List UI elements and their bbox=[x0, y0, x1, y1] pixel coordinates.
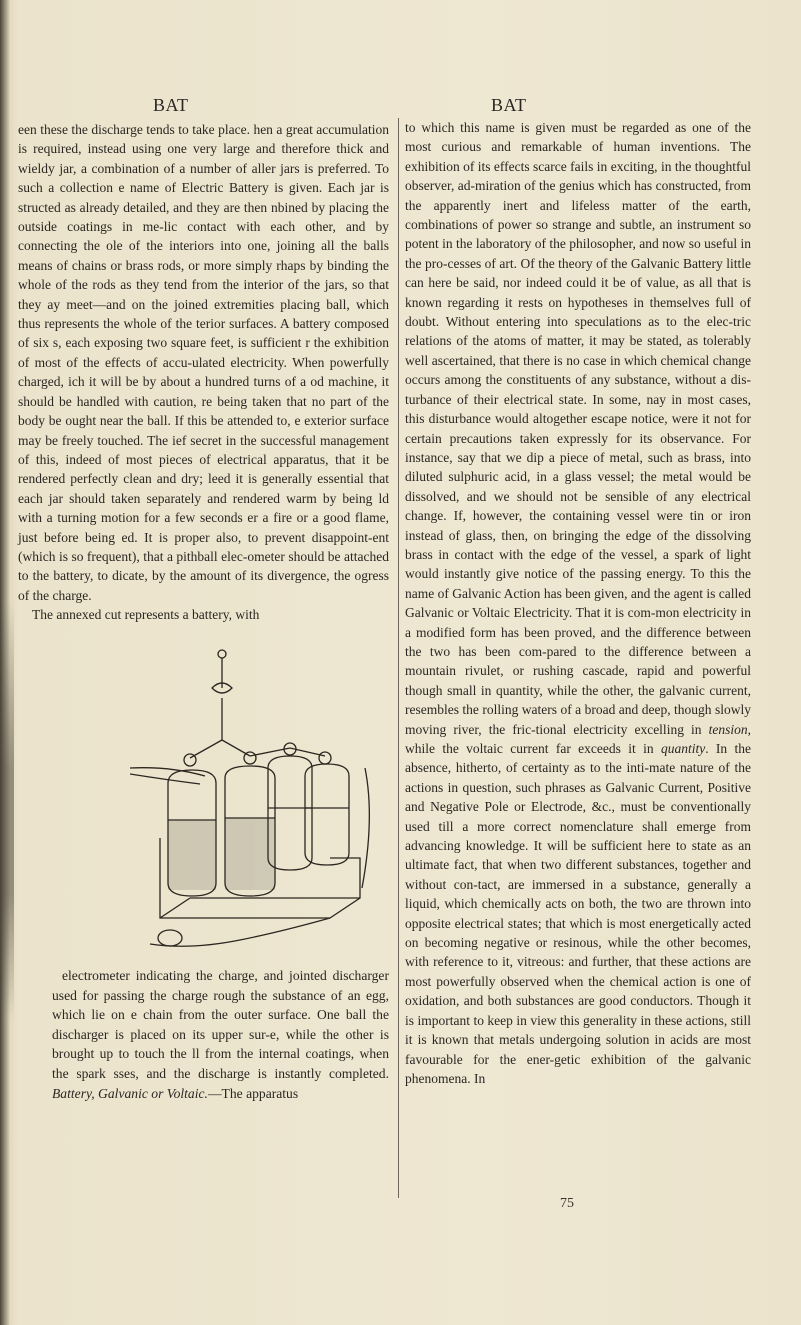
right-text-part-2: , while the voltaic current far exceeds it in bbox=[405, 721, 751, 756]
right-text-part-1: to which this name is given must be regarded as one of the most curious and remarkable of human inventions. The exhibition of its effects scarce fails in exciting, in the thoughtful observer, ad-miration of the genius which has constructed, from the apparently inert and lifeless matter of the earth, combinations of power so strange and subtle, an instrument so potent in the laboratory of the philosopher, and now so useful in the pro-cesses of art. Of the theory of the Galvanic Battery little can here be said, nor indeed could it be of value, as all that is known regarding it rests on hypotheses in themselves full of doubt. Without entering into speculations as to the elec-tric relations of the atoms of matter, it may be stated, as tolerably well ascertained, that there is no case in which chemical change occurs among the constituents of any substance, without a dis-turbance of their electrical state. In some, nay in most cases, this disturbance would altogether escape notice, were it not for certain precautions taken expressly for its observance. For instance, say that we dip a piece of metal, such as brass, into diluted sulphuric acid, in a glass vessel; the metal would be dissolved, and we should not be sensible of any electrical change. If, however, the containing vessel were tin or iron instead of glass, then, on bringing the edge of the dissolving brass in contact with the edge of the vessel, a spark of light would instantly give notice of the passing energy. To this the name of Galvanic Action has been given, and the agent is called Galvanic or Voltaic Electricity. That it is com-mon electricity in a modified form has been proved, and the difference between the two has been com-pared to the difference between a mountain rivulet, or rushing cascade, rapid and powerful though small in quantity, while the other, the galvanic current, resembles the rolling waters of a broad and deep, though slowly moving river, the fric-tional electricity excelling in bbox=[405, 120, 751, 737]
italic-quantity: quantity bbox=[660, 741, 706, 756]
italic-tension: tension bbox=[708, 721, 748, 737]
right-column bbox=[405, 118, 751, 1088]
left-paragraph-2-text: electrometer indicating the charge, and jointed discharger used for passing the charge rough the substance of an egg, which lie on e chain from the outer surface. One ball the discharger is placed on its upper sur-e, while the other is brought up to touch the ll from the internal coatings, when the spark sses, and the discharge is instantly completed. bbox=[52, 968, 389, 1081]
left-paragraph-2-start: The annexed cut represents a battery, with bbox=[32, 607, 260, 623]
left-column-bottom bbox=[52, 966, 389, 1103]
battery-figure bbox=[130, 648, 390, 958]
right-paragraph-1 bbox=[405, 118, 751, 1088]
left-paragraph-1: een these the discharge tends to take place. hen a great accumulation is required, instead using one very large and therefore thick and wieldy jar, a combination of a number of aller jars is preferred. To such a collection e name of Electric Battery is given. Each jar is structed as already detailed, and they are then nbined by placing the outside coatings in me-lic contact with each other, and by connecting the ole of the interiors into one, joining all the balls means of chains or brass rods, or more simply rhaps by binding the whole of the rods as they tend from the interior of the jars, so that they ay meet—and on the joined extremities placing ball, which thus represents the whole of the terior surfaces. A battery composed of six s, each exposing two square feet, is sufficient r the exhibition of most of the effects of accu-ulated electricity. When powerfully charged, ich it will be by about a hundred turns of a od machine, it should be handled with caution, re being taken that no part of the body be ought near the ball. If this be attended to, e exterior surface may be freely touched. The ief secret in the successful management of this, indeed of most pieces of electrical apparatus, that it be rendered perfectly clean and dry; leed it is generally essential that each jar should taken separately and rendered warm by being ld with a turning motion for a few seconds er a fire or a good flame, just before being ed. It is proper also, to prevent disappoint-ent (which is so frequent), that a pithball elec-ometer should be attached to the battery, to dicate, by the amount of its divergence, the ogress of the charge. bbox=[18, 122, 389, 603]
running-head-left: BAT bbox=[153, 95, 189, 115]
see-also-italic: Battery, Galvanic or Voltaic. bbox=[52, 1085, 208, 1101]
see-also-tail: —The apparatus bbox=[207, 1085, 299, 1101]
right-text-part-3: . In the absence, hitherto, of certainty as to the inti-mate nature of the actions in question, such phrases as Galvanic Current, Positive and Negative Pole or Electrode, &c., must be conventionally used till a more correct nomenclature shall emerge from advancing knowledge. It will be sufficient here to state as an ultimate fact, that when two different substances, together and without con-tact, are immersed in a substance, generally a liquid, which chemically acts on both, the two are thrown into opposite electrical states; that which is most energetically acted on becoming negative or resinous, while the other becomes, with reference to it, vitreous: and further, that these actions are most powerfully observed when the chemical action is one of oxidation, and both substances are good conductors. Though it is important to keep in view this generality in these actions, still it is known that metals undergoing solution in acids are most favourable for the ener-getic exhibition of the galvanic phenomena. In bbox=[405, 741, 752, 1086]
battery-engraving-icon bbox=[130, 648, 390, 958]
page-number: 75 bbox=[560, 1196, 574, 1211]
running-head-right: BAT bbox=[491, 95, 527, 115]
gutter-smear bbox=[0, 600, 14, 1020]
left-paragraph-2-cont bbox=[52, 966, 389, 1103]
column-divider bbox=[398, 118, 399, 1198]
left-column-top bbox=[18, 120, 389, 625]
